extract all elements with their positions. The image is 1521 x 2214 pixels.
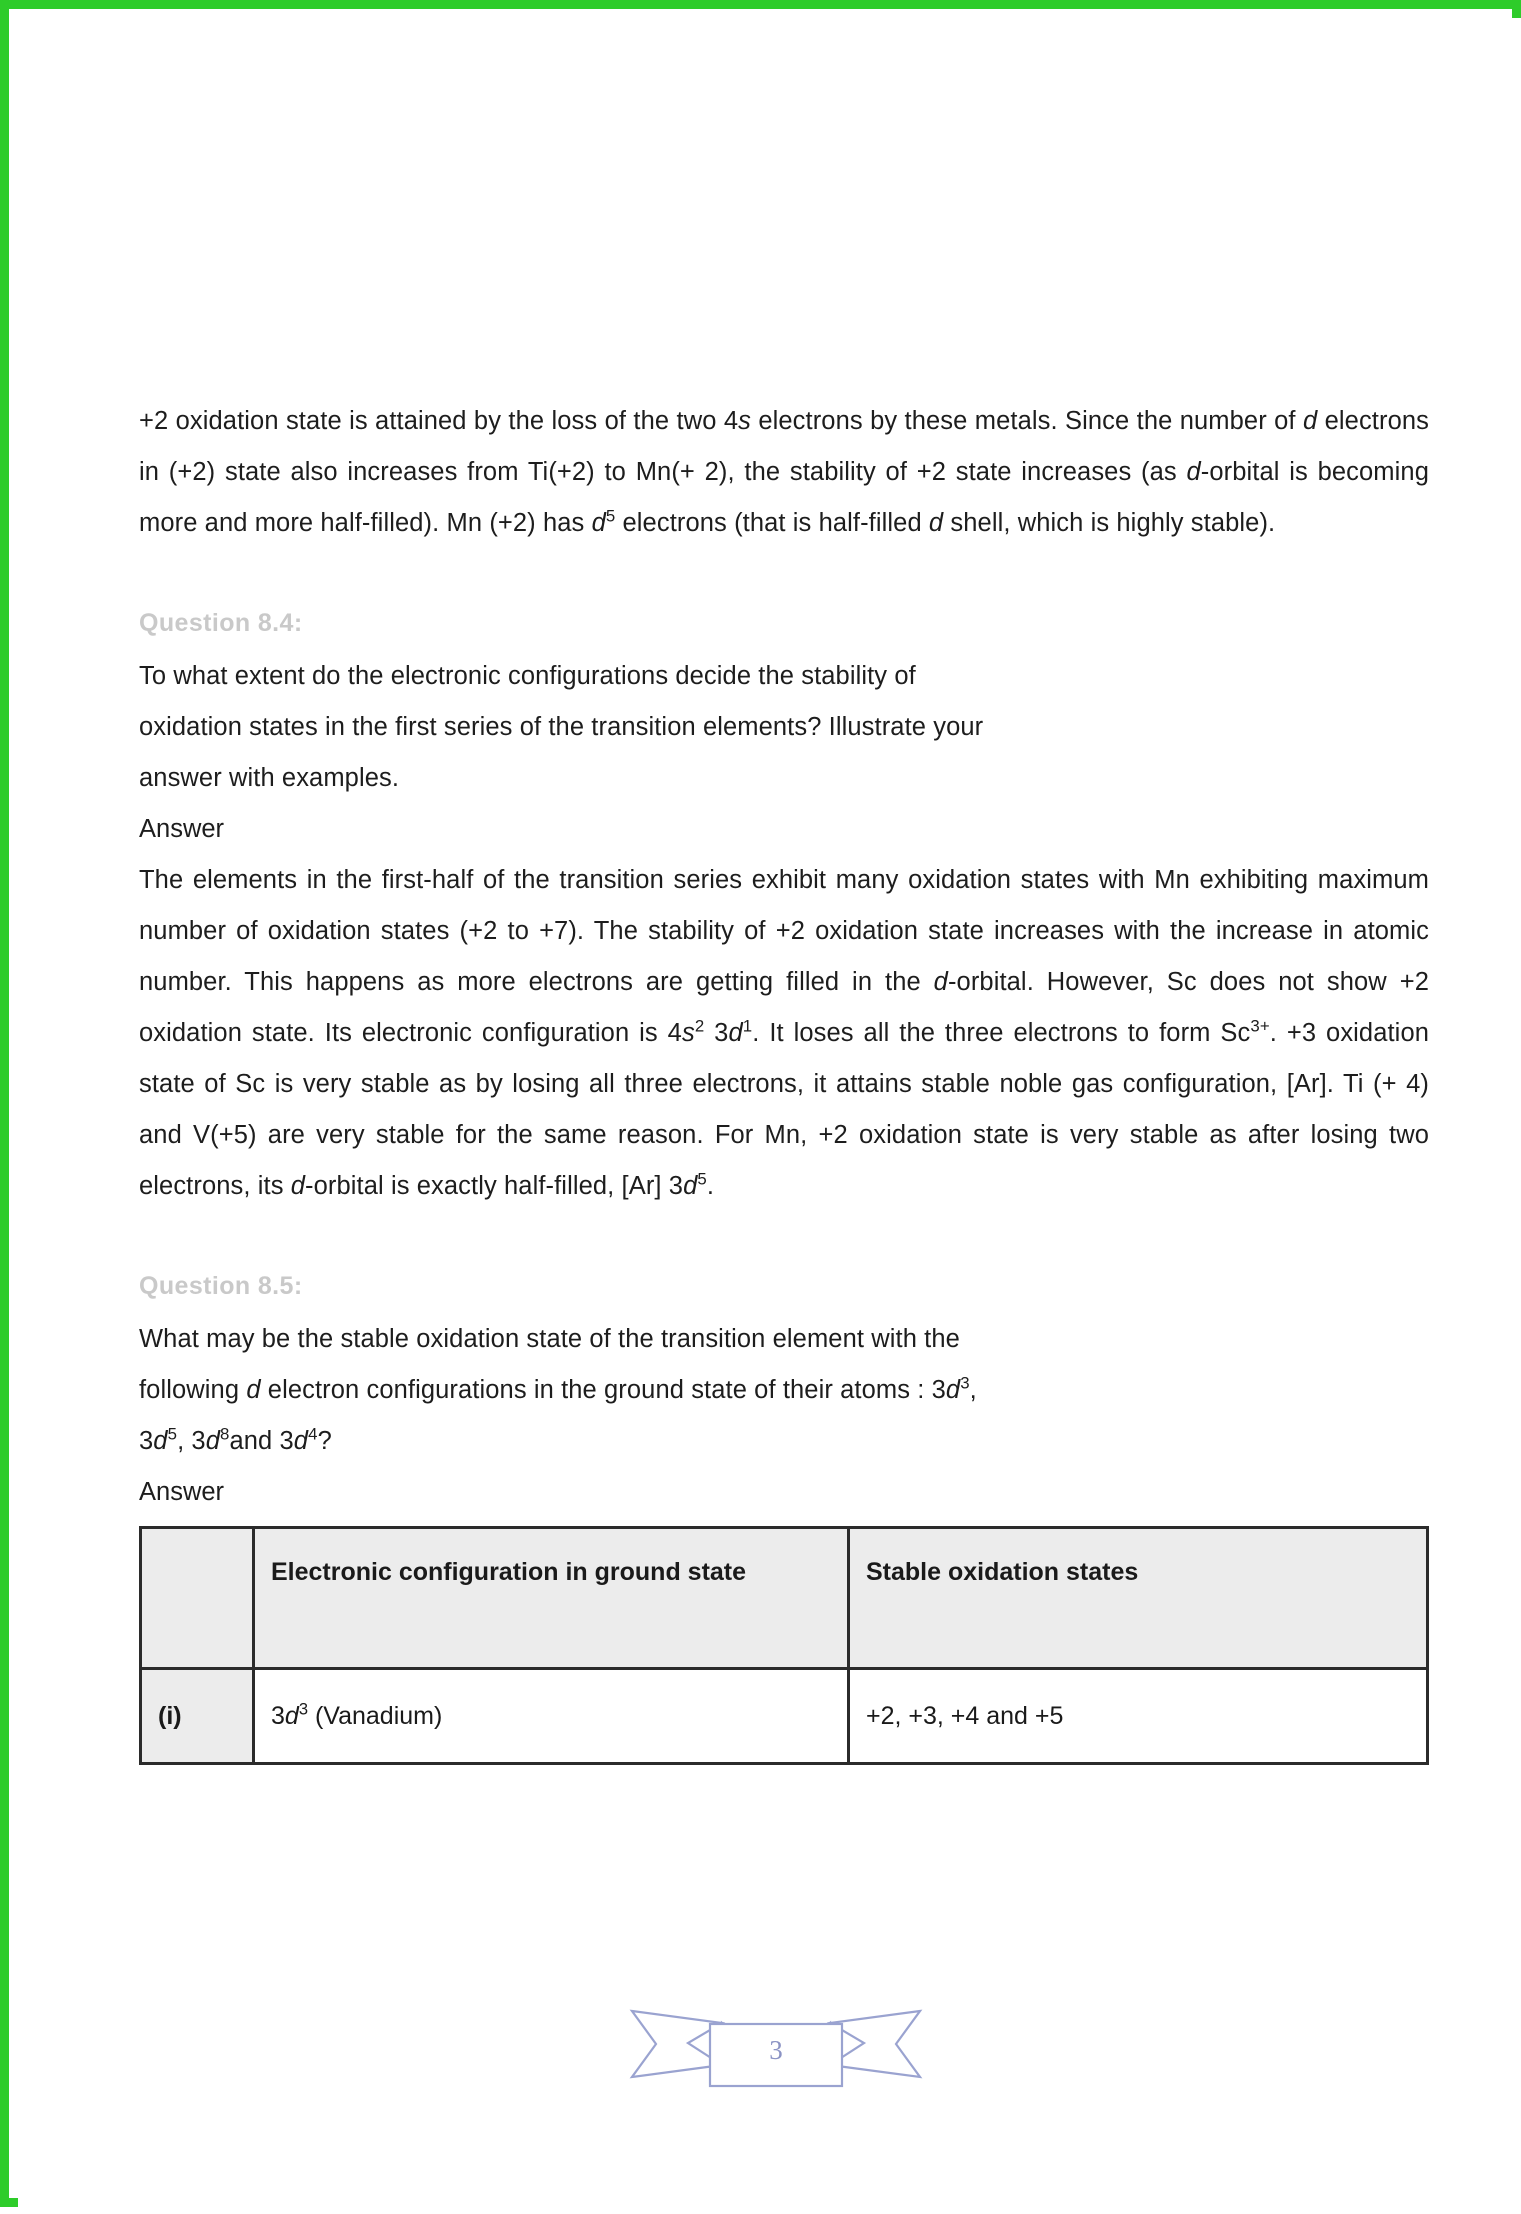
question-8-4-answer-label: Answer bbox=[139, 815, 225, 843]
question-8-4-answer-body: The elements in the first-half of the transition series exhibit many oxidation states with Mn exhibiting maximum number of oxidation states (+2 to +7). The stability of +2 oxidation state increases with the increase in atomic number. This happens as more electrons are getting filled in the d-orbital. However, Sc does not show +2 oxidation state. Its electronic configuration is $4s^2$ $3d^1$. It loses all the three electrons to form $Sc^{3+}$. +3 oxidation state of Sc is very stable as by losing all three electrons, it attains stable noble gas configuration, [Ar]. Ti (+ 4) and V(+5) are very stable for the same reason. For Mn, +2 oxidation state is very stable as after losing two electrons, its d-orbital is exactly half-filled, [Ar] $3d^5$. bbox=[139, 866, 1430, 1200]
page-watermark bbox=[618, 2104, 1438, 2214]
page-number-ribbon bbox=[626, 1993, 926, 2093]
table-cell-oxidation-states: +2, +3, +4 and +5 bbox=[849, 1669, 1428, 1764]
table-row bbox=[141, 1669, 1428, 1764]
document-content bbox=[139, 396, 1429, 1765]
intro-paragraph: +2 oxidation state is attained by the loss of the two 4s electrons by these metals. Since the number of d electrons in (+2) state also increases from Ti(+2) to Mn(+ 2), the stability of +2 state increases (as d-orbital is becoming more and more half-filled). Mn (+2) has $d^5$ electrons (that is half-filled d shell, which is highly stable). bbox=[139, 407, 1429, 537]
question-8-5-prompt-line-2: following d electron configurations in the ground state of their atoms : $3d^3$, bbox=[139, 1373, 977, 1404]
table-cell-configuration: $3d^3$ (Vanadium) bbox=[254, 1669, 849, 1764]
spacer bbox=[139, 643, 1429, 651]
question-8-5-answer-label: Answer bbox=[139, 1478, 225, 1506]
stable-oxidation-states-table bbox=[139, 1526, 1429, 1765]
page-number-label: 3 bbox=[769, 2034, 783, 2065]
document-sheet bbox=[18, 18, 1521, 2207]
question-8-5-prompt-line-3: $3d^5$, $3d^8and$ $3d^4$? bbox=[139, 1424, 332, 1455]
table-header-oxidation-states: Stable oxidation states bbox=[849, 1528, 1428, 1669]
table-header-row bbox=[141, 1528, 1428, 1669]
table-header-configuration: Electronic configuration in ground state bbox=[254, 1528, 849, 1669]
question-8-4-prompt-line-2: oxidation states in the first series of the transition elements? Illustrate your bbox=[139, 713, 984, 741]
table-cell-index: (i) bbox=[141, 1669, 254, 1764]
question-8-4-prompt-line-1: To what extent do the electronic configurations decide the stability of bbox=[139, 662, 916, 690]
spacer bbox=[139, 549, 1429, 603]
question-8-5-heading: Question 8.5: bbox=[139, 1272, 303, 1300]
spacer bbox=[139, 1306, 1429, 1314]
question-8-5-prompt-line-1: What may be the stable oxidation state of the transition element with the bbox=[139, 1325, 960, 1353]
question-8-4-heading: Question 8.4: bbox=[139, 609, 303, 637]
table-header-index bbox=[141, 1528, 254, 1669]
spacer bbox=[139, 1212, 1429, 1266]
question-8-4-prompt-line-3: answer with examples. bbox=[139, 764, 400, 792]
